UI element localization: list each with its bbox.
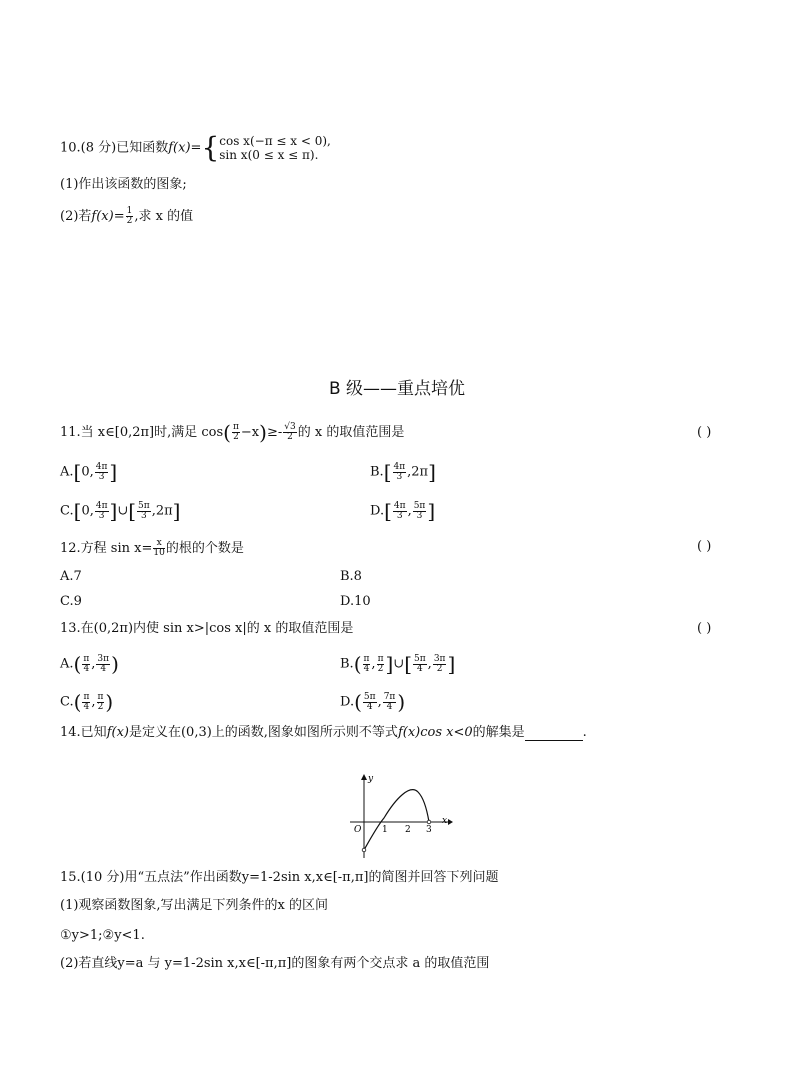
q12-stem-a: 12.方程 sin x= bbox=[60, 541, 153, 556]
q11-inner-frac bbox=[232, 423, 240, 442]
q10-part2 bbox=[60, 207, 193, 226]
bracket-open: [ bbox=[73, 460, 82, 484]
q11-option-c[interactable] bbox=[60, 499, 180, 523]
q12-stem bbox=[60, 539, 244, 558]
q10-case1: cos x(−π ≤ x < 0), bbox=[219, 134, 331, 148]
frac-den: 3 bbox=[98, 471, 105, 482]
option-label: A. bbox=[60, 464, 74, 480]
option-text: 0, bbox=[81, 503, 94, 519]
option-frac bbox=[383, 693, 397, 712]
option-label: C. bbox=[60, 694, 74, 710]
open-endpoint-left bbox=[362, 848, 366, 852]
q14-fx: f(x) bbox=[106, 725, 129, 740]
frac-den: 4 bbox=[386, 701, 393, 712]
frac-num: π bbox=[97, 691, 104, 702]
frac-den: 2 bbox=[97, 701, 104, 712]
q11-option-a[interactable] bbox=[60, 460, 117, 484]
q14-stem-a: 14.已知 bbox=[60, 725, 107, 740]
option-frac bbox=[95, 463, 109, 482]
option-frac bbox=[82, 693, 90, 712]
q10-stem bbox=[60, 131, 331, 164]
frac-den: 3 bbox=[396, 471, 403, 482]
q10-eq: = bbox=[190, 140, 202, 156]
bracket-open: [ bbox=[128, 499, 137, 523]
frac-den: 3 bbox=[416, 510, 423, 521]
frac-den: 2 bbox=[436, 663, 443, 674]
option-frac bbox=[413, 655, 427, 674]
option-text: 0, bbox=[81, 464, 94, 480]
frac-den: 4 bbox=[363, 663, 370, 674]
frac-den: 2 bbox=[377, 663, 384, 674]
frac-den: 4 bbox=[366, 701, 373, 712]
q10-part1: (1)作出该函数的图象; bbox=[60, 177, 187, 192]
paren-open: ( bbox=[354, 690, 362, 714]
option-label: C. bbox=[60, 503, 74, 519]
frac-den: 2 bbox=[287, 432, 293, 442]
bracket-close: ] bbox=[172, 499, 181, 523]
frac-num: x bbox=[153, 539, 164, 549]
option-label: B. bbox=[370, 464, 384, 480]
frac-num: π bbox=[363, 653, 370, 664]
q11-inner-rest: −x bbox=[240, 425, 260, 440]
q11-option-b[interactable] bbox=[370, 460, 436, 484]
q14-inequality: f(x)cos x<0 bbox=[397, 725, 473, 740]
frac-num: 5π bbox=[414, 653, 426, 664]
bracket-close: ] bbox=[385, 652, 394, 676]
option-frac bbox=[97, 693, 105, 712]
union-symbol: ∪ bbox=[117, 503, 129, 519]
paren-open: ( bbox=[73, 690, 82, 714]
q14-stem-b: 是定义在(0,3)上的函数,图象如图所示则不等式 bbox=[128, 725, 398, 740]
bracket-close: ] bbox=[109, 499, 118, 523]
paren-open: ( bbox=[353, 652, 362, 676]
q14-end: . bbox=[582, 725, 587, 740]
frac-num: 5π bbox=[363, 691, 376, 702]
paren-close: ) bbox=[259, 420, 267, 445]
option-frac bbox=[393, 502, 407, 521]
paren-open: ( bbox=[73, 652, 82, 676]
frac-num: 4π bbox=[95, 500, 108, 511]
q10-prefix: 10.(8 分)已知函数 bbox=[60, 140, 169, 156]
q11-answer-paren[interactable]: ( ) bbox=[697, 425, 712, 440]
frac-den: 2 bbox=[126, 216, 133, 226]
q10-part2-fx: f(x)= bbox=[91, 209, 125, 224]
paren-close: ) bbox=[397, 690, 406, 714]
bracket-close: ] bbox=[428, 460, 436, 484]
frac-den: 2 bbox=[233, 432, 239, 442]
option-frac bbox=[95, 502, 109, 521]
open-endpoint-right bbox=[427, 820, 431, 824]
frac-num: π bbox=[232, 422, 239, 432]
q12-option-a[interactable]: A.7 bbox=[60, 569, 82, 584]
frac-den: 3 bbox=[98, 510, 105, 521]
q13-answer-paren[interactable]: ( ) bbox=[697, 621, 712, 636]
q10-case2: sin x(0 ≤ x ≤ π). bbox=[219, 148, 319, 162]
q13-option-c[interactable]: C.( $\frac{\pi}{4}$ , $\frac{\pi}{2}$ ) bbox=[60, 690, 114, 714]
frac-den: 10 bbox=[153, 548, 165, 558]
q11-option-d[interactable]: D.[ $\frac{4\pi}{3}$ , $\frac{5\pi}{3}$ ] bbox=[370, 499, 436, 523]
frac-num: 4π bbox=[393, 461, 406, 472]
q11-rhs-frac bbox=[283, 423, 296, 442]
function-graph bbox=[340, 770, 460, 860]
q15-stem: 15.(10 分)用“五点法”作出函数y=1-2sin x,x∈[-π,π]的简图并回答下列问题 bbox=[60, 870, 499, 885]
option-frac bbox=[393, 463, 407, 482]
bracket-open: [ bbox=[384, 499, 392, 523]
bracket-open: [ bbox=[404, 652, 413, 676]
option-frac bbox=[413, 502, 427, 521]
paren-close: ) bbox=[105, 690, 114, 714]
frac-num: π bbox=[83, 691, 90, 702]
frac-den: 4 bbox=[100, 663, 107, 674]
y-axis-label: y bbox=[368, 774, 374, 784]
frac-num: 4π bbox=[95, 461, 108, 472]
frac-num: π bbox=[83, 653, 90, 664]
union-symbol: ∪ bbox=[393, 656, 405, 672]
q14-stem-c: 的解集是 bbox=[472, 725, 525, 740]
function-curve bbox=[364, 790, 429, 850]
q12-stem-b: 的根的个数是 bbox=[165, 541, 244, 556]
q10-part2-a: (2)若 bbox=[60, 209, 92, 224]
q10-fx: f(x) bbox=[168, 140, 191, 156]
frac-num: 7π bbox=[383, 691, 396, 702]
bracket-open: [ bbox=[383, 460, 392, 484]
q12-option-b[interactable]: B.8 bbox=[340, 569, 362, 584]
option-label: A. bbox=[60, 656, 74, 672]
q13-option-a[interactable]: A.( $\frac{\pi}{4}$ , $\frac{3\pi}{4}$ ) bbox=[60, 652, 119, 676]
q13-option-b[interactable]: B.( $\frac{\pi}{4}$ , $\frac{\pi}{2}$ ]∪[ $\frac{5\pi}{4}$ , $\frac{3\pi}{2}$ ] bbox=[340, 652, 456, 676]
q11-stem bbox=[60, 420, 405, 445]
q11-stem-c: 的 x 的取值范围是 bbox=[297, 425, 405, 440]
frac-num: √3 bbox=[284, 422, 296, 432]
q12-frac bbox=[153, 539, 164, 558]
paren-open: ( bbox=[223, 420, 231, 445]
q12-answer-paren[interactable]: ( ) bbox=[697, 539, 712, 554]
bracket-close: ] bbox=[427, 499, 436, 523]
frac-den: 3 bbox=[396, 510, 403, 521]
frac-num: π bbox=[377, 653, 384, 664]
answer-blank[interactable] bbox=[525, 728, 583, 741]
option-frac bbox=[363, 655, 371, 674]
option-text: ,2π bbox=[407, 464, 429, 480]
q15-part1-items: ①y>1;②y<1. bbox=[60, 928, 145, 943]
option-frac bbox=[363, 693, 377, 712]
frac-den: 4 bbox=[83, 663, 90, 674]
tick-label-2: 2 bbox=[405, 825, 411, 835]
option-frac bbox=[137, 502, 151, 521]
q11-stem-b: ≥- bbox=[266, 425, 283, 440]
section-title: B 级——重点培优 bbox=[328, 379, 466, 399]
frac-num: 5π bbox=[413, 500, 426, 511]
q10-cases bbox=[219, 134, 331, 162]
x-axis-arrow-icon bbox=[448, 819, 453, 825]
frac-den: 3 bbox=[140, 510, 147, 521]
q12-option-c[interactable]: C.9 bbox=[60, 594, 82, 609]
q12-option-d[interactable]: D.10 bbox=[340, 594, 371, 609]
option-frac bbox=[82, 655, 90, 674]
frac-num: 1 bbox=[126, 206, 133, 216]
q14-stem bbox=[60, 725, 587, 741]
q11-stem-a: 11.当 x∈[0,2π]时,满足 cos bbox=[60, 425, 224, 440]
q15-part2: (2)若直线y=a 与 y=1-2sin x,x∈[-π,π]的图象有两个交点求 a 的取值范围 bbox=[60, 956, 490, 971]
frac-den: 4 bbox=[416, 663, 423, 674]
frac-num: 3π bbox=[97, 653, 110, 664]
frac-den: 4 bbox=[83, 701, 90, 712]
bracket-close: ] bbox=[109, 460, 118, 484]
option-frac bbox=[96, 655, 110, 674]
option-frac bbox=[433, 655, 447, 674]
bracket-open: [ bbox=[73, 499, 82, 523]
frac-num: 3π bbox=[433, 653, 446, 664]
bracket-close: ] bbox=[447, 652, 456, 676]
tick-label-1: 1 bbox=[382, 825, 388, 835]
q13-option-d[interactable]: D.( $\frac{5\pi}{4}$ , $\frac{7\pi}{4}$ ) bbox=[340, 690, 406, 714]
frac-num: 4π bbox=[393, 500, 406, 511]
origin-label: O bbox=[354, 825, 362, 835]
q10-part2-c: ,求 x 的值 bbox=[134, 209, 194, 224]
x-axis-label: x bbox=[442, 816, 448, 826]
tick-label-3: 3 bbox=[426, 825, 432, 835]
q13-stem: 13.在(0,2π)内使 sin x>|cos x|的 x 的取值范围是 bbox=[60, 621, 354, 636]
option-text: ,2π bbox=[151, 503, 173, 519]
q15-part1: (1)观察函数图象,写出满足下列条件的x 的区间 bbox=[60, 898, 329, 913]
frac-num: 5π bbox=[138, 500, 150, 511]
left-brace-icon: { bbox=[201, 131, 220, 164]
y-axis-arrow-icon bbox=[361, 774, 367, 780]
option-frac bbox=[377, 655, 385, 674]
option-label: B. bbox=[340, 656, 354, 672]
option-label: D. bbox=[340, 694, 355, 710]
paren-close: ) bbox=[111, 652, 119, 676]
option-label: D. bbox=[370, 503, 385, 519]
q10-half bbox=[126, 207, 134, 226]
